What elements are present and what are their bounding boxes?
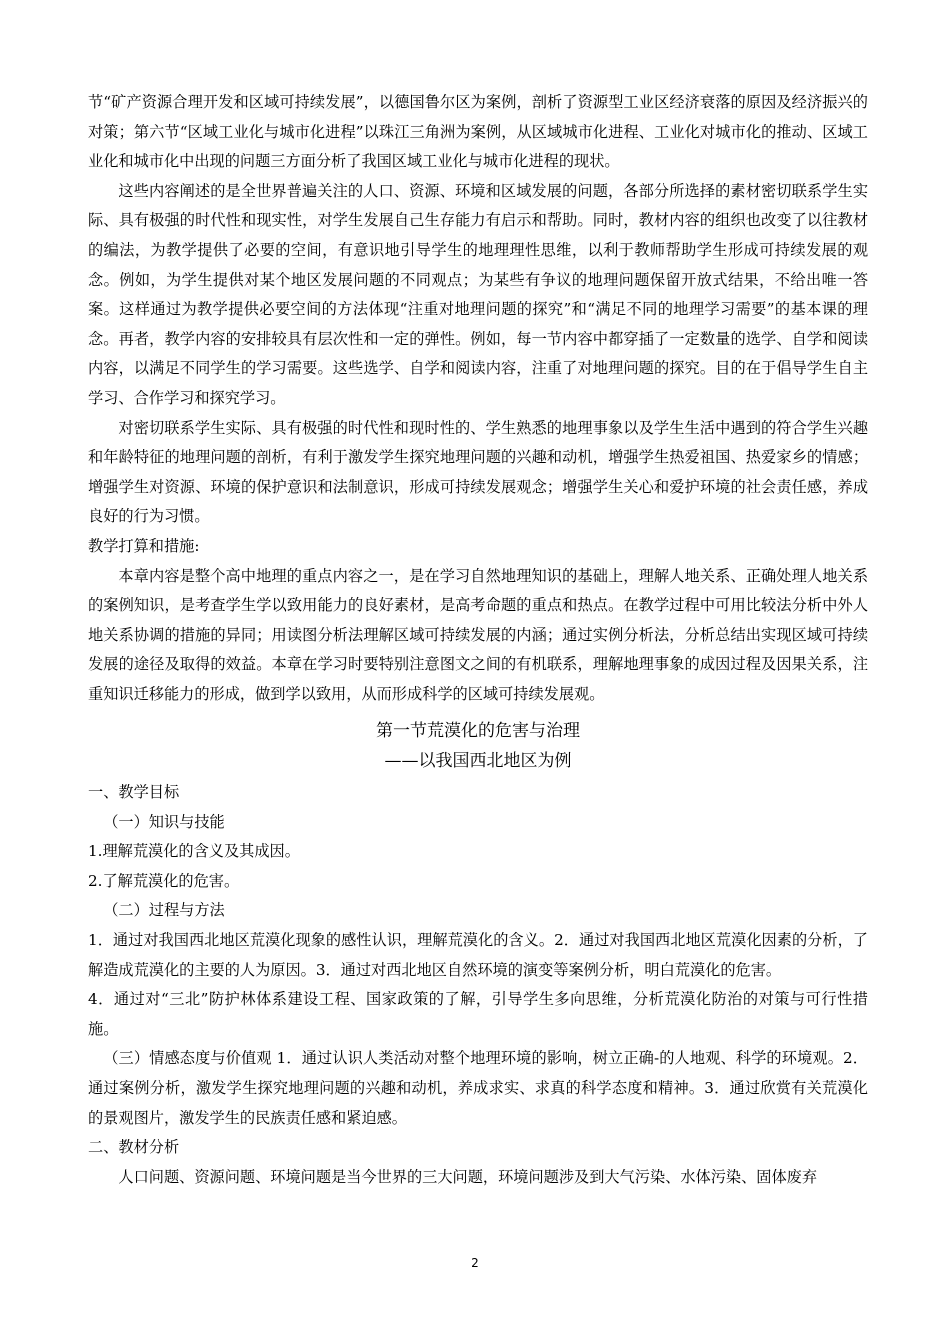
goal-knowledge-2: 2.了解荒漠化的危害。 xyxy=(88,871,240,890)
section-title-subtitle: ——以我国西北地区为例 xyxy=(384,751,572,771)
paragraph-chapter-overview: 节“矿产资源合理开发和区域可持续发展”，以德国鲁尔区为案例，剖析了资源型工业区经济衰落的原因及经济振兴的对策；第六节“区域工业化与城市化进程”以珠江三角洲为案例，从区域城市化进程、工业化对城市化的推动、区域工业化和城市化中出现的问题三方面分析了我国区域工业化与城市化进程的现状。 xyxy=(88,93,868,171)
goal-process-1-3: 1．通过对我国西北地区荒漠化现象的感性认识，理解荒漠化的含义。2．通过对我国西北地区荒漠化因素的分析，了解造成荒漠化的主要的人为原因。3．通过对西北地区自然环境的演变等案例分析，明白荒漠化的危害。 xyxy=(88,930,868,979)
section-title xyxy=(88,716,868,776)
heading-process-methods: （二）过程与方法 xyxy=(103,901,225,920)
heading-teaching-goals: 一、教学目标 xyxy=(88,783,180,801)
heading-material-analysis: 二、教材分析 xyxy=(88,1138,180,1157)
goal-process-4: 4．通过对“三北”防护林体系建设工程、国家政策的了解，引导学生多向思维，分析荒漠化防治的对策与可行性措施。 xyxy=(88,990,868,1038)
page-number: 2 xyxy=(471,1256,479,1270)
paragraph-teaching-plan: 本章内容是整个高中地理的重点内容之一，是在学习自然地理知识的基础上，理解人地关系、正确处理人地关系的案例知识，是考查学生学以致用能力的良好素材，是高考命题的重点和热点。在教学过程中可用比较法分析中外人地关系协调的措施的异同；用读图分析法理解区域可持续发展的内涵；通过实例分析法，分析总结出实现区域可持续发展的途径及取得的效益。本章在学习时要特别注意图文之间的有机联系，理解地理事象的成因过程及因果关系，注重知识迁移能力的形成，做到学以致用，从而形成科学的区域可持续发展观。 xyxy=(88,566,868,703)
section-title-main: 第一节荒漠化的危害与治理 xyxy=(376,721,580,741)
intro-text xyxy=(88,88,868,709)
heading-teaching-plan: 教学打算和措施: xyxy=(88,536,200,555)
paragraph-material-analysis: 人口问题、资源问题、环境问题是当今世界的三大问题，环境问题涉及到大气污染、水体污染、固体废弃 xyxy=(118,1167,818,1186)
paragraph-education-value: 对密切联系学生实际、具有极强的时代性和现时性的、学生熟悉的地理事象以及学生生活中遇到的符合学生兴趣和年龄特征的地理问题的剖析，有利于激发学生探究地理问题的兴趣和动机，增强学生热爱祖国、热爱家乡的情感；增强学生对资源、环境的保护意识和法制意识，形成可持续发展观念；增强学生关心和爱护环境的社会责任感，养成良好的行为习惯。 xyxy=(88,418,868,526)
lesson-body xyxy=(88,778,868,1192)
goal-knowledge-1: 1.理解荒漠化的含义及其成因。 xyxy=(88,842,300,861)
paragraph-content-features: 这些内容阐述的是全世界普遍关注的人口、资源、环境和区域发展的问题，各部分所选择的素材密切联系学生实际、具有极强的时代性和现实性，对学生发展自己生存能力有启示和帮助。同时，教材内容的组织也改变了以往教材的编法，为教学提供了必要的空间，有意识地引导学生的地理理性思维，以利于教师帮助学生形成可持续发展的观念。例如，为学生提供对某个地区发展问题的不同观点；为某些有争议的地理问题保留开放式结果，不给出唯一答案。这样通过为教学提供必要空间的方法体现“注重对地理问题的探究”和“满足不同的地理学习需要”的基本课的理念。再者，教学内容的安排较具有层次性和一定的弹性。例如，每一节内容中都穿插了一定数量的选学、自学和阅读内容，以满足不同学生的学习需要。这些选学、自学和阅读内容，注重了对地理问题的探究。目的在于倡导学生自主学习、合作学习和探究学习。 xyxy=(88,181,868,407)
heading-knowledge-skills: （一）知识与技能 xyxy=(103,812,225,831)
goal-emotion-values: （三）情感态度与价值观 1．通过认识人类活动对整个地理环境的影响，树立正确-的人地观、科学的环境观。2．通过案例分析，激发学生探究地理问题的兴趣和动机，养成求实、求真的科学态度和精神。3．通过欣赏有关荒漠化的景观图片，激发学生的民族责任感和紧迫感。 xyxy=(88,1049,868,1127)
